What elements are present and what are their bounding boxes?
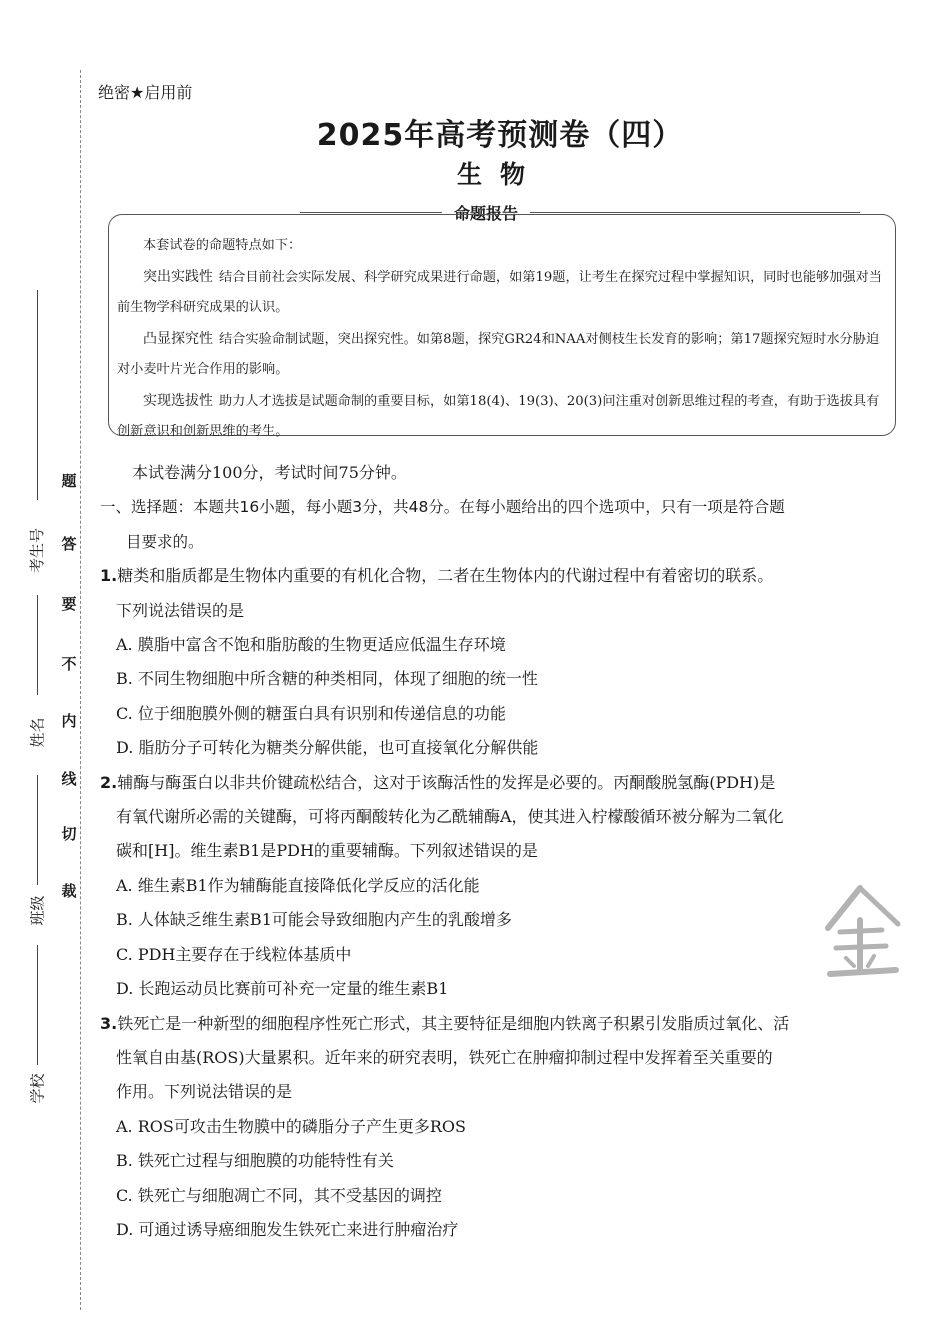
question-number: 1. bbox=[100, 566, 118, 586]
stem-line: 下列说法错误的是 bbox=[116, 600, 245, 620]
school-underline bbox=[37, 945, 38, 1065]
section-heading-cont: 目要求的。 bbox=[126, 532, 204, 551]
report-item-label: 突出实践性 bbox=[143, 268, 213, 285]
secret-mark: 绝密★启用前 bbox=[98, 83, 193, 102]
option-a: A. 膜脂中富含不饱和脂肪酸的生物更适应低温生存环境 bbox=[116, 635, 506, 655]
exam-info: 本试卷满分100分，考试时间75分钟。 bbox=[132, 463, 407, 482]
option-a: A. 维生素B1作为辅酶能直接降低化学反应的活化能 bbox=[116, 875, 480, 895]
report-item bbox=[117, 262, 887, 324]
stem-line: 碳和[H]。维生素B1是PDH的重要辅酶。下列叙述错误的是 bbox=[116, 841, 538, 861]
question-3 bbox=[100, 1007, 900, 1248]
stem-line: 辅酶与酶蛋白以非共价键疏松结合，这对于该酶活性的发挥是必要的。丙酮酸脱氢酶(PDH)是 bbox=[117, 772, 776, 792]
subject-title: 生物 bbox=[456, 160, 543, 189]
section-heading: 一、选择题：本题共16小题，每小题3分，共48分。在每小题给出的四个选项中，只有一项是符合题 bbox=[100, 498, 785, 517]
notice-char: 切 bbox=[61, 825, 77, 843]
option-b: B. 人体缺乏维生素B1可能会导致细胞内产生的乳酸增多 bbox=[116, 910, 512, 930]
option-c: C. 铁死亡与细胞凋亡不同，其不受基因的调控 bbox=[116, 1185, 442, 1205]
question-stem bbox=[100, 559, 900, 593]
question-1 bbox=[100, 559, 900, 765]
exam-number-label: 考生号 bbox=[28, 527, 47, 574]
stem-line: 糖类和脂质都是生物体内重要的有机化合物，二者在生物体内的代谢过程中有着密切的联系。 bbox=[117, 566, 774, 586]
name-label: 姓名 bbox=[28, 717, 47, 748]
question-2 bbox=[100, 766, 900, 1007]
report-box bbox=[108, 214, 896, 439]
notice-char: 不 bbox=[61, 655, 77, 673]
question-number: 2. bbox=[100, 772, 118, 792]
question-number: 3. bbox=[100, 1013, 118, 1033]
class-underline bbox=[37, 775, 38, 885]
report-item-label: 实现选拔性 bbox=[143, 392, 213, 409]
option-a: A. ROS可攻击生物膜中的磷脂分子产生更多ROS bbox=[116, 1116, 466, 1136]
class-label: 班级 bbox=[28, 895, 47, 926]
option-b: B. 不同生物细胞中所含糖的种类相同，体现了细胞的统一性 bbox=[116, 669, 538, 689]
option-c: C. PDH主要存在于线粒体基质中 bbox=[116, 944, 352, 964]
stem-line: 铁死亡是一种新型的细胞程序性死亡形式，其主要特征是细胞内铁离子积累引发脂质过氧化、活 bbox=[117, 1013, 790, 1033]
option-b: B. 铁死亡过程与细胞膜的功能特性有关 bbox=[116, 1151, 394, 1171]
brush-watermark-icon bbox=[810, 880, 910, 980]
report-item-text: 结合目前社会实际发展、科学研究成果进行命题，如第19题，让考生在探究过程中掌握知识，同时也能够加强对当前生物学科研究成果的认识。 bbox=[117, 269, 882, 315]
notice-char: 要 bbox=[61, 595, 77, 613]
option-c: C. 位于细胞膜外侧的糖蛋白具有识别和传递信息的功能 bbox=[116, 703, 506, 723]
report-item bbox=[117, 386, 887, 448]
school-label: 学校 bbox=[28, 1073, 47, 1104]
exam-number-underline bbox=[37, 290, 38, 500]
stem-line: 性氧自由基(ROS)大量累积。近年来的研究表明，铁死亡在肿瘤抑制过程中发挥着至关重要的 bbox=[116, 1047, 773, 1067]
notice-char: 裁 bbox=[61, 882, 77, 900]
option-d: D. 可通过诱导癌细胞发生铁死亡来进行肿瘤治疗 bbox=[116, 1219, 459, 1239]
cut-line bbox=[80, 70, 81, 1310]
report-rule bbox=[300, 212, 860, 213]
option-d: D. 长跑运动员比赛前可补充一定量的维生素B1 bbox=[116, 979, 449, 999]
stem-line: 有氧代谢所必需的关键酶，可将丙酮酸转化为乙酰辅酶A，使其进入柠檬酸循环被分解为二氧化 bbox=[116, 807, 784, 827]
exam-title: 2025年高考预测卷（四） bbox=[316, 118, 684, 153]
binding-strip bbox=[0, 0, 90, 1343]
option-d: D. 脂肪分子可转化为糖类分解供能，也可直接氧化分解供能 bbox=[116, 738, 539, 758]
report-item-label: 凸显探究性 bbox=[143, 330, 213, 347]
notice-char: 答 bbox=[61, 535, 77, 553]
notice-char: 题 bbox=[61, 472, 77, 490]
notice-char: 内 bbox=[61, 712, 77, 730]
question-stem bbox=[100, 766, 900, 800]
notice-char: 线 bbox=[61, 770, 77, 788]
report-title: 命题报告 bbox=[442, 201, 530, 224]
report-item bbox=[117, 324, 887, 386]
question-stem bbox=[100, 1007, 900, 1041]
exam-body bbox=[100, 456, 900, 1247]
report-intro: 本套试卷的命题特点如下： bbox=[143, 238, 302, 253]
name-underline bbox=[37, 595, 38, 695]
report-item-text: 助力人才选拔是试题命制的重要目标，如第18(4)、19(3)、20(3)问注重对创新思维过程的考查，有助于选拔具有创新意识和创新思维的考生。 bbox=[117, 393, 880, 439]
stem-line: 作用。下列说法错误的是 bbox=[116, 1082, 293, 1102]
report-item-text: 结合实验命制试题，突出探究性。如第8题，探究GR24和NAA对侧枝生长发育的影响；第17题探究短时水分胁迫对小麦叶片光合作用的影响。 bbox=[117, 331, 880, 377]
